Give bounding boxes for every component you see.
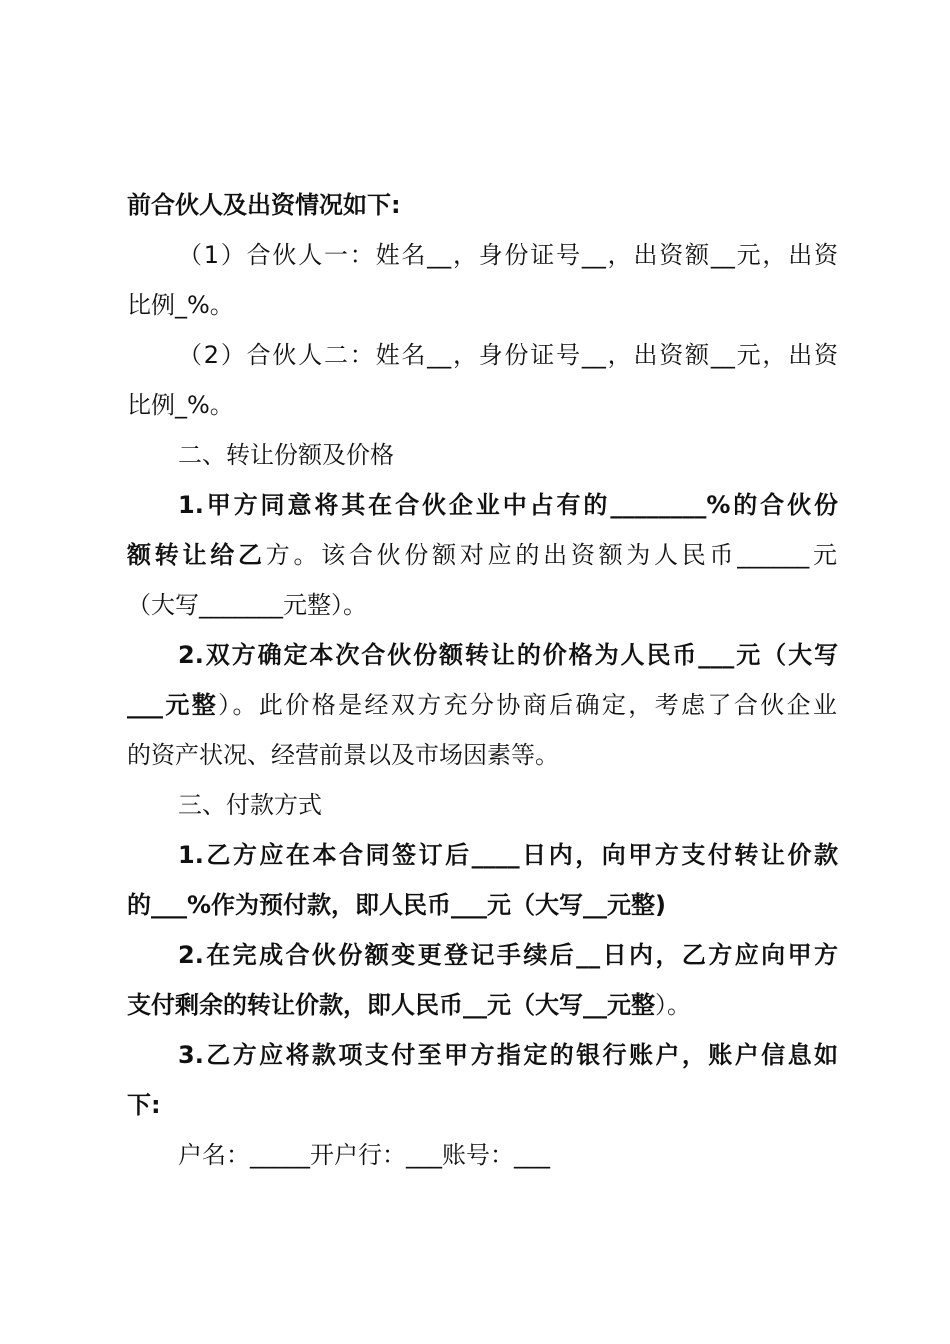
text-run: 支付剩余的转让价款，即人民币__元（大写__元整 <box>127 991 655 1019</box>
text-run: 3.乙方应将款项支付至甲方指定的银行账户，账户信息如 <box>178 1041 838 1069</box>
text-run: 1.甲方同意将其在合伙企业中占有的________%的合伙份 <box>178 491 838 519</box>
clause-3-2-line-2 <box>127 980 837 1030</box>
clause-2-2-line-1 <box>178 630 838 680</box>
text-run: 的___%作为预付款，即人民币___元（大写__元整) <box>127 891 667 919</box>
text-run: （2）合伙人二：姓名__，身份证号__，出资额__元，出资 <box>178 341 838 369</box>
clause-2-1-line-1 <box>178 480 838 530</box>
text-run: 前合伙人及出资情况如下: <box>127 191 401 219</box>
clause-3-3-line-1 <box>178 1030 838 1080</box>
text-run: 下: <box>127 1091 161 1119</box>
text-run: 比例_%。 <box>127 391 234 419</box>
clause-3-2-line-1 <box>178 930 838 980</box>
partner-one-line <box>178 230 838 280</box>
text-run: （大写_______元整）。 <box>127 591 367 619</box>
text-run: 额转让给乙 <box>127 541 266 569</box>
text-run: 比例_%。 <box>127 291 234 319</box>
text-run: 1.乙方应在本合同签订后____日内，向甲方支付转让价款 <box>178 841 838 869</box>
text-run: ）。此价格是经双方充分协商后确定，考虑了合伙企业 <box>218 691 837 719</box>
text-run: 2.双方确定本次合伙份额转让的价格为人民币___元（大写 <box>178 641 838 669</box>
partner-two-line <box>178 330 838 380</box>
clause-2-2-line-3 <box>127 730 837 780</box>
text-run: 户名：_____开户行：___账号：___ <box>178 1141 550 1169</box>
partner-one-ratio-line <box>127 280 837 330</box>
text-run: 方。该合伙份额对应的出资额为人民币______元 <box>265 541 837 569</box>
text-run: 二、转让份额及价格 <box>178 441 394 469</box>
clause-2-1-line-2 <box>127 530 837 580</box>
partner-info-heading <box>127 180 837 230</box>
text-run: ）。 <box>655 991 691 1019</box>
text-run: 的资产状况、经营前景以及市场因素等。 <box>127 741 559 769</box>
clause-3-1-line-1 <box>178 830 838 880</box>
section-two-heading <box>178 430 838 480</box>
clause-3-1-line-2 <box>127 880 837 930</box>
text-run: ___元整 <box>127 691 219 719</box>
text-run: 三、付款方式 <box>178 791 322 819</box>
clause-2-2-line-2 <box>127 680 837 730</box>
text-run: （1）合伙人一：姓名__，身份证号__，出资额__元，出资 <box>178 241 838 269</box>
partner-two-ratio-line <box>127 380 837 430</box>
section-three-heading <box>178 780 838 830</box>
text-run: 2.在完成合伙份额变更登记手续后__日内，乙方应向甲方 <box>178 941 838 969</box>
clause-3-3-line-2 <box>127 1080 837 1130</box>
bank-account-line <box>178 1130 838 1180</box>
clause-2-1-line-3 <box>127 580 837 630</box>
